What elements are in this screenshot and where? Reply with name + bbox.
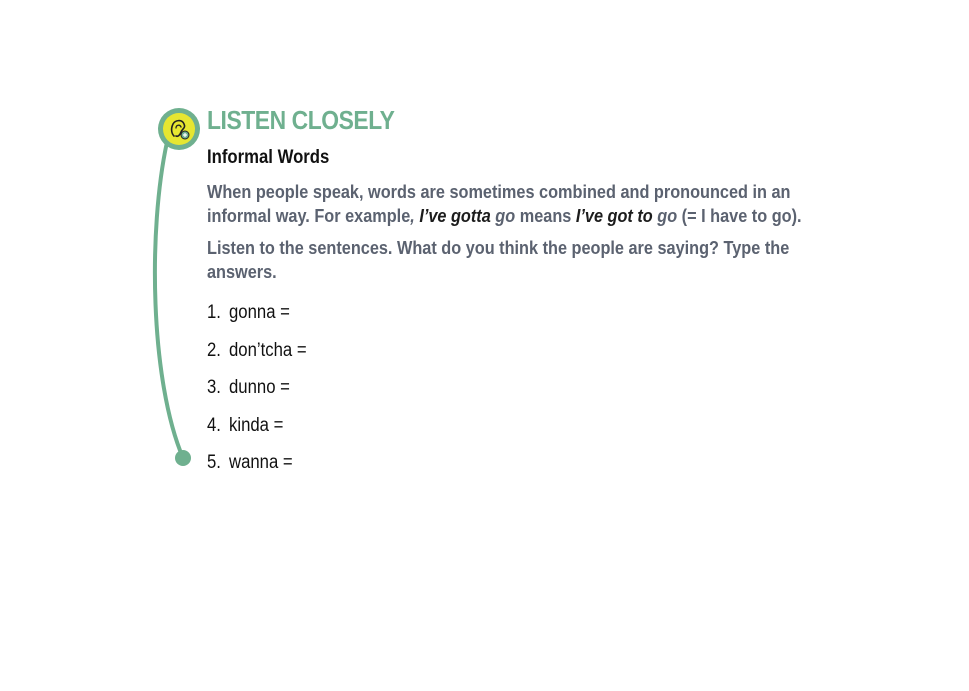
example-informal: I’ve gotta [419,205,491,226]
item-text: kinda = [229,414,284,436]
list-item[interactable] [207,373,753,411]
item-number: 1. [207,302,221,323]
example-connector: means [515,205,576,226]
intro-paragraph [207,180,823,228]
item-number: 5. [207,452,221,473]
ear-listen-icon [166,116,192,142]
answer-list [207,298,753,486]
connector-end-dot [175,450,191,466]
listen-badge [158,108,200,150]
list-item[interactable] [207,336,753,374]
list-item[interactable] [207,448,753,486]
item-text: don’tcha = [229,339,307,361]
intro-text: When people speak, words are sometimes combined and pronounced in an informal way. For example [207,181,791,226]
item-text: gonna = [229,302,290,323]
example-formal-c: go [652,205,678,226]
item-number: 2. [207,339,221,361]
item-text: dunno = [229,377,290,398]
item-number: 3. [207,377,221,398]
example-formal-a: I’ve [575,205,603,226]
activity-content [207,104,802,486]
instruction-paragraph: Listen to the sentences. What do you think the people are saying? Type the answers. [207,237,790,282]
item-text: wanna = [229,452,293,473]
example-gloss: (= I have to go). [677,205,802,226]
section-subtitle: Informal Words [207,147,330,168]
example-formal-b: got to [603,205,653,226]
intro-comma: , [410,205,420,226]
section-title: LISTEN CLOSELY [207,105,395,135]
list-item[interactable] [207,298,753,336]
item-number: 4. [207,414,221,436]
example-informal-tail: go [490,205,516,226]
list-item[interactable] [207,411,753,449]
